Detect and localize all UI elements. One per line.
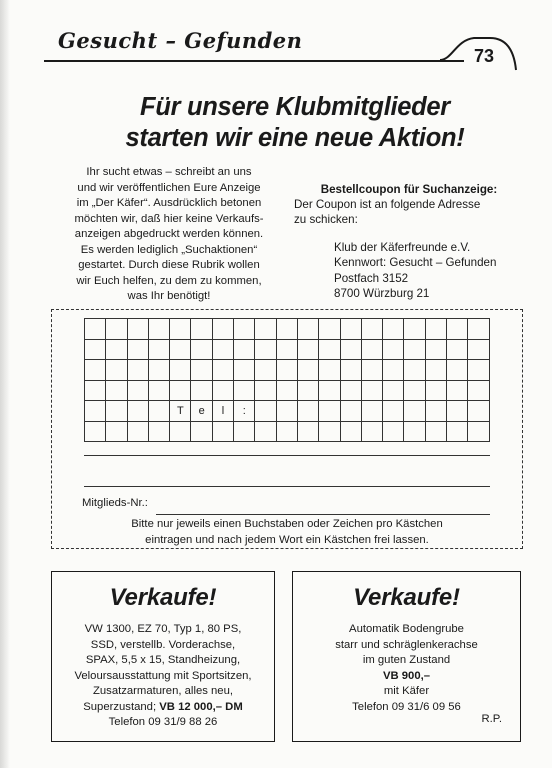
ad-phone: Telefon 09 31/6 09 56 — [352, 700, 461, 713]
letter-box[interactable] — [106, 340, 127, 361]
letter-box[interactable] — [149, 340, 170, 361]
letter-box[interactable] — [341, 381, 362, 402]
letter-box[interactable] — [319, 319, 340, 340]
letter-box[interactable] — [362, 319, 383, 340]
letter-box[interactable] — [106, 319, 127, 340]
tel-label-cell: : — [234, 401, 255, 422]
letter-box[interactable] — [149, 422, 170, 443]
tel-label-cell: l — [213, 401, 234, 422]
letter-box[interactable] — [128, 381, 149, 402]
header-rule — [44, 60, 464, 62]
letter-box[interactable] — [213, 381, 234, 402]
letter-box[interactable] — [170, 360, 191, 381]
letter-box[interactable] — [255, 401, 276, 422]
letter-box[interactable] — [468, 360, 489, 381]
page-number: 73 — [474, 46, 495, 66]
coupon-title: Bestellcoupon für Suchanzeige: — [320, 183, 498, 196]
letter-box[interactable] — [191, 381, 212, 402]
letter-box[interactable] — [255, 360, 276, 381]
write-line[interactable] — [84, 486, 490, 487]
coupon-info — [294, 182, 524, 227]
letter-box[interactable] — [298, 360, 319, 381]
ad-line: im guten Zustand — [362, 654, 451, 666]
letter-box[interactable] — [298, 340, 319, 361]
ad-title: Verkaufe! — [109, 584, 217, 611]
coupon-instruction — [72, 517, 502, 548]
letter-box[interactable] — [213, 340, 234, 361]
coupon-info-line: Der Coupon ist an folgende Adresse — [294, 198, 481, 211]
letter-box[interactable] — [128, 360, 149, 381]
intro-line: möchten wir, daß hier keine Verkaufs- — [74, 212, 264, 225]
write-line[interactable] — [84, 455, 490, 456]
letter-box[interactable] — [277, 319, 298, 340]
letter-box[interactable] — [426, 381, 447, 402]
letter-box[interactable] — [362, 422, 383, 443]
letter-box[interactable] — [170, 340, 191, 361]
ad-line: mit Käfer — [383, 685, 430, 697]
letter-box[interactable] — [319, 422, 340, 443]
letter-box[interactable] — [426, 319, 447, 340]
letter-box[interactable] — [341, 422, 362, 443]
letter-box[interactable] — [170, 381, 191, 402]
ad-line: SPAX, 5,5 x 15, Standheizung, — [85, 654, 241, 666]
letter-grid — [84, 318, 490, 442]
letter-box[interactable] — [362, 381, 383, 402]
intro-line: anzeigen abgedruckt werden können. — [74, 228, 264, 240]
intro-text — [54, 165, 284, 305]
order-coupon — [51, 309, 523, 549]
intro-line: gestartet. Durch diese Rubrik wollen — [78, 259, 260, 271]
letter-box[interactable] — [85, 381, 106, 402]
letter-box[interactable] — [383, 422, 404, 443]
letter-box[interactable] — [383, 340, 404, 361]
letter-box[interactable] — [383, 401, 404, 422]
letter-box[interactable] — [213, 360, 234, 381]
letter-box[interactable] — [234, 360, 255, 381]
letter-box[interactable] — [468, 401, 489, 422]
letter-box[interactable] — [277, 401, 298, 422]
ad-phone: Telefon 09 31/9 88 26 — [108, 716, 218, 728]
letter-box[interactable] — [468, 319, 489, 340]
letter-box[interactable] — [341, 360, 362, 381]
letter-box[interactable] — [298, 319, 319, 340]
letter-box[interactable] — [447, 381, 468, 402]
section-title: Gesucht – Gefunden — [58, 28, 303, 53]
letter-box[interactable] — [191, 422, 212, 443]
letter-box[interactable] — [234, 422, 255, 443]
letter-box[interactable] — [404, 422, 425, 443]
letter-box[interactable] — [85, 422, 106, 443]
letter-box[interactable] — [447, 319, 468, 340]
letter-box[interactable] — [277, 340, 298, 361]
letter-box[interactable] — [191, 319, 212, 340]
ad-line: Veloursausstattung mit Sportsitzen, — [74, 669, 252, 682]
instruction-line: eintragen und nach jedem Wort ein Kästchen frei lassen. — [145, 533, 429, 546]
letter-box[interactable] — [128, 401, 149, 422]
mailing-address — [334, 240, 534, 302]
address-line: Klub der Käferfreunde e.V. — [334, 241, 471, 254]
letter-box[interactable] — [85, 360, 106, 381]
letter-box[interactable] — [85, 340, 106, 361]
letter-box[interactable] — [447, 422, 468, 443]
letter-box[interactable] — [191, 340, 212, 361]
intro-line: Es werden lediglich „Suchaktionen“ — [80, 243, 258, 256]
letter-box[interactable] — [426, 422, 447, 443]
letter-box[interactable] — [277, 381, 298, 402]
letter-box[interactable] — [404, 401, 425, 422]
letter-box[interactable] — [170, 422, 191, 443]
letter-box[interactable] — [468, 422, 489, 443]
ad-initials: R.P. — [481, 713, 502, 725]
tel-label-cell: T — [170, 401, 191, 422]
letter-box[interactable] — [255, 319, 276, 340]
letter-box[interactable] — [362, 360, 383, 381]
ad-line: VW 1300, EZ 70, Typ 1, 80 PS, — [84, 623, 242, 635]
letter-box[interactable] — [319, 401, 340, 422]
letter-box[interactable] — [255, 422, 276, 443]
letter-box[interactable] — [149, 360, 170, 381]
letter-box[interactable] — [426, 401, 447, 422]
letter-box[interactable] — [213, 422, 234, 443]
ad-body — [293, 622, 520, 715]
letter-box[interactable] — [341, 401, 362, 422]
ad-price: VB 12 000,– DM — [159, 700, 243, 713]
letter-box[interactable] — [426, 360, 447, 381]
letter-box[interactable] — [468, 340, 489, 361]
letter-box[interactable] — [319, 340, 340, 361]
ad-price-prefix: Superzustand; — [83, 700, 160, 713]
address-line: Postfach 3152 — [334, 271, 409, 285]
member-number-label: Mitglieds-Nr.: — [82, 497, 148, 509]
coupon-info-line: zu schicken: — [294, 213, 358, 226]
letter-box[interactable] — [404, 360, 425, 381]
letter-box[interactable] — [213, 319, 234, 340]
letter-box[interactable] — [404, 340, 425, 361]
ad-right — [292, 571, 521, 742]
ad-left — [51, 571, 275, 742]
letter-box[interactable] — [85, 319, 106, 340]
letter-box[interactable] — [447, 360, 468, 381]
letter-box[interactable] — [447, 401, 468, 422]
intro-line: und wir veröffentlichen Eure Anzeige — [77, 181, 261, 194]
ad-body — [52, 622, 274, 731]
letter-box[interactable] — [468, 381, 489, 402]
letter-box[interactable] — [383, 360, 404, 381]
letter-box[interactable] — [106, 401, 127, 422]
ad-line: Zusatzarmaturen, alles neu, — [92, 685, 234, 697]
letter-box[interactable] — [128, 340, 149, 361]
ad-line: starr und schräglenkerachse — [335, 638, 478, 651]
letter-box[interactable] — [426, 340, 447, 361]
ad-title: Verkaufe! — [353, 584, 460, 611]
intro-line: im „Der Käfer“. Ausdrücklich betonen — [76, 197, 262, 209]
headline-line-2: starten wir eine neue Aktion! — [125, 124, 465, 152]
letter-box[interactable] — [149, 401, 170, 422]
letter-box[interactable] — [128, 422, 149, 443]
letter-box[interactable] — [170, 319, 191, 340]
tel-label-cell: e — [191, 401, 212, 422]
letter-box[interactable] — [128, 319, 149, 340]
letter-box[interactable] — [298, 381, 319, 402]
letter-box[interactable] — [106, 381, 127, 402]
ad-line: SSD, verstellb. Vorderachse, — [90, 638, 236, 651]
letter-box[interactable] — [277, 422, 298, 443]
letter-box[interactable] — [255, 340, 276, 361]
letter-box[interactable] — [404, 319, 425, 340]
intro-line: wir Euch helfen, zu dem zu kommen, — [76, 274, 262, 287]
letter-box[interactable] — [319, 360, 340, 381]
letter-box[interactable] — [277, 360, 298, 381]
letter-box[interactable] — [298, 422, 319, 443]
letter-box[interactable] — [362, 340, 383, 361]
instruction-line: Bitte nur jeweils einen Buchstaben oder Zeichen pro Kästchen — [131, 518, 443, 530]
letter-box[interactable] — [319, 381, 340, 402]
letter-box[interactable] — [447, 340, 468, 361]
intro-line: Ihr sucht etwas – schreibt an uns — [86, 166, 252, 178]
intro-line: was Ihr benötigt! — [127, 290, 211, 302]
letter-box[interactable] — [234, 381, 255, 402]
letter-box[interactable] — [383, 319, 404, 340]
letter-box[interactable] — [404, 381, 425, 402]
ad-price: VB 900,– — [382, 669, 431, 682]
letter-box[interactable] — [149, 319, 170, 340]
page-edge-shadow — [0, 0, 10, 768]
headline-line-1: Für unsere Klubmitglieder — [140, 93, 450, 121]
letter-box[interactable] — [362, 401, 383, 422]
letter-box[interactable] — [255, 381, 276, 402]
letter-box[interactable] — [341, 340, 362, 361]
letter-box[interactable] — [341, 319, 362, 340]
address-line: 8700 Würzburg 21 — [334, 287, 430, 301]
letter-box[interactable] — [85, 401, 106, 422]
letter-box[interactable] — [191, 360, 212, 381]
member-number-line[interactable] — [156, 514, 490, 515]
headline — [60, 92, 530, 154]
letter-box[interactable] — [234, 319, 255, 340]
letter-box[interactable] — [298, 401, 319, 422]
letter-box[interactable] — [149, 381, 170, 402]
letter-box[interactable] — [383, 381, 404, 402]
letter-box[interactable] — [106, 422, 127, 443]
letter-box[interactable] — [234, 340, 255, 361]
ad-line: Automatik Bodengrube — [349, 623, 464, 635]
address-line: Kennwort: Gesucht – Gefunden — [334, 256, 497, 270]
letter-box[interactable] — [106, 360, 127, 381]
ad-price-line — [52, 700, 274, 716]
